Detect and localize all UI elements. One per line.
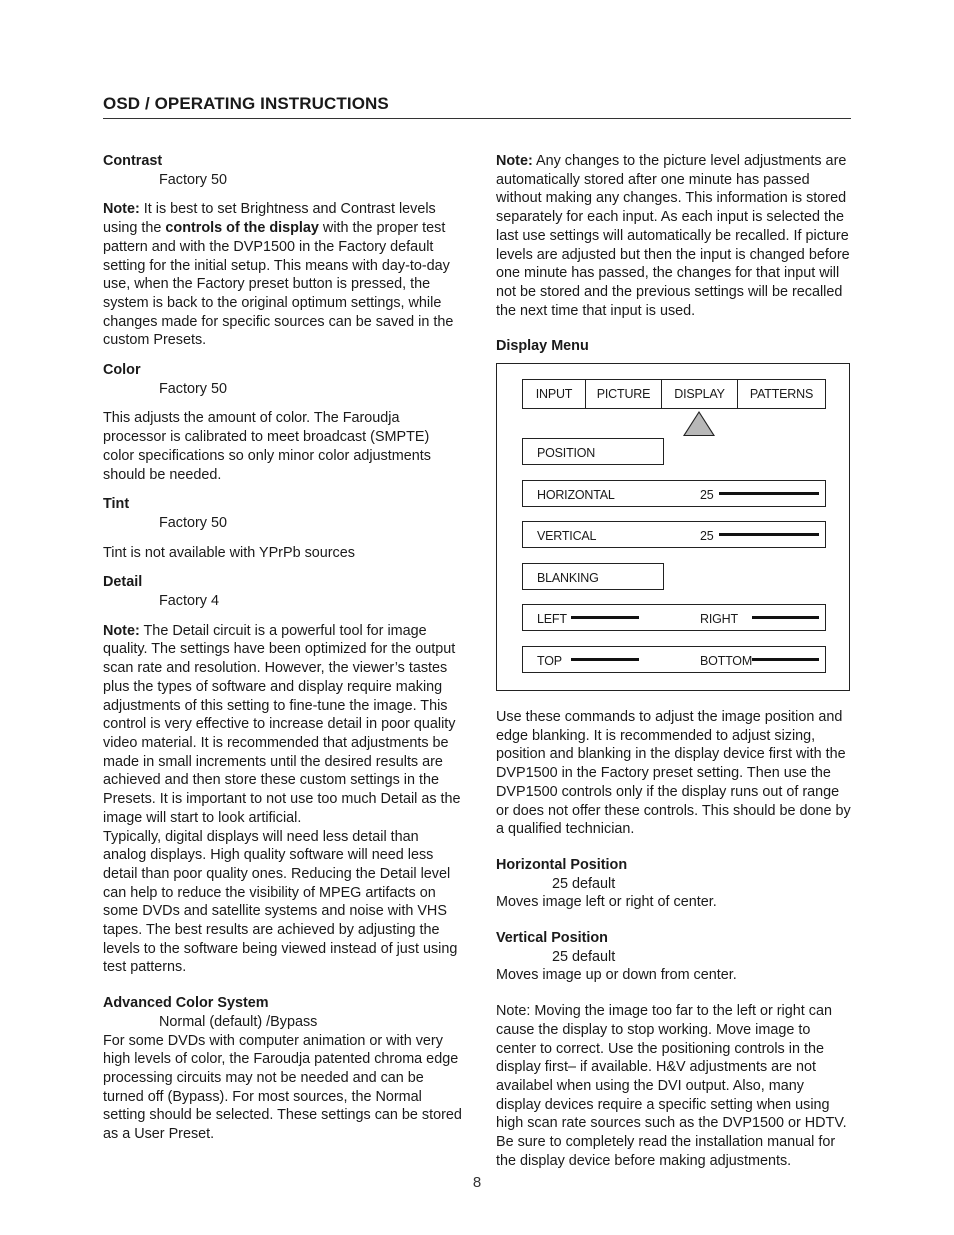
vpos-default: 25 default [552,948,616,965]
display-description: Use these commands to adjust the image position and edge blanking. It is recommended to adjust sizing, position and blanking in the display device first with the DVP1500 in the Factory preset setting. Then use the DVP1500 controls only if the display runs out of range or does not offer these controls. This should be done by a qualified technician. [496,709,851,838]
detail-note [103,622,463,828]
contrast-heading: Contrast [103,153,163,169]
menu-item-blanking [522,563,664,590]
note-emphasis: controls of the display [165,220,319,237]
tab-picture: PICTURE [586,380,662,408]
tint-factory: Factory 50 [159,514,227,531]
level-bar [752,616,819,619]
detail-factory: Factory 4 [159,593,219,610]
note-text: with the proper test pattern and with the DVP1500 in the Factory default setting for the initial setup. This means with day-to-day use, when the Factory preset button is pressed, the system is back to the original optimum settings, while changes made for specific sources can be saved in the custom Presets. [103,220,454,349]
color-heading: Color [103,362,141,379]
note-label: Note: [103,622,140,639]
color-description: This adjusts the amount of color. The Faroudja processor is calibrated to meet broadcast (SMPTE) color specifications so only minor color adjustments should be needed. [103,410,431,483]
level-bar [571,616,639,619]
note-label: Note: [103,201,140,218]
level-bar [719,533,819,536]
menu-item-value: 25 [700,488,714,503]
menu-item-label: BLANKING [537,571,599,586]
note-text: The Detail circuit is a powerful tool for image quality. The settings have been optimized for the output scan rate and resolution. However, the viewer’s tastes plus the types of software and display require making adjustments of this setting to fine-tune the image. This control is very effective to increase detail in poor quality video material. It is recommended that adjustments be made in small increments until the desired results are achieved and then store these custom settings in the Presets. It is important to not use too much Detail as the image will start to look artificial. [103,622,461,826]
tab-patterns: PATTERNS [749,386,814,401]
header-divider [103,118,851,119]
vpos-description: Moves image up or down from center. [496,967,737,984]
menu-item-label: BOTTOM [700,654,753,669]
level-bar [752,658,819,661]
color-factory: Factory 50 [159,380,227,397]
level-bar [719,492,819,495]
menu-item-label: HORIZONTAL [537,488,615,503]
right-column [496,152,852,1171]
selected-tab-pointer-icon [683,411,715,436]
hpos-default: 25 default [552,875,616,892]
menu-item-label: VERTICAL [537,529,597,544]
storage-note [496,152,852,320]
hpos-description: Moves image left or right of center. [496,894,717,911]
note-text: Any changes to the picture level adjustments are automatically stored after one minute has passed without making any changes. This information is stored separately for each input. As each input is selected the last use settings will automatically be recalled. If picture levels are adjusted but then the input is changed before one minute has passed, the changes for that input will not be stored and the previous settings will be recalled the next time that input is used. [496,153,850,319]
menu-item-label: POSITION [537,446,596,461]
menu-item-left-right [522,604,826,631]
menu-item-horizontal [522,480,826,507]
acs-description: For some DVDs with computer animation or with very high levels of color, the Faroudja patented chroma edge processing circuits may not be needed and can be turned off (Bypass). For most sources, the Normal setting should be selected. These settings can be stored as a User Preset. [103,1032,462,1143]
page-title: OSD / OPERATING INSTRUCTIONS [103,94,389,113]
display-menu-heading: Display Menu [496,338,589,355]
tab-input: INPUT [523,380,586,408]
menu-item-vertical [522,521,826,548]
acs-heading: Advanced Color System [103,995,269,1012]
menu-item-position [522,438,664,465]
note-text: It is best to set Brightness and Contrast levels using the [103,201,436,237]
position-warning-note: Note: Moving the image too far to the left or right can cause the display to stop working. Move image to center to correct. Use the positioning controls in the display first– if available. H&V adjustments are not availabel when using the DVI output. Also, many display devices require a specific setting when using high scan rate sources such as the DVP1500 or HDTV. Be sure to completely read the installation manual for the display device before making adjustments. [496,1003,847,1169]
menu-tab-bar [522,379,826,409]
note-label: Note: [496,153,533,169]
tab-display: DISPLAY [662,380,738,408]
display-menu-diagram [496,363,850,691]
contrast-note [103,200,463,350]
hpos-heading: Horizontal Position [496,856,628,873]
left-column [103,152,463,1144]
tint-heading: Tint [103,496,130,513]
acs-value: Normal (default) /Bypass [159,1013,318,1030]
detail-heading: Detail [103,574,143,591]
level-bar [571,658,639,661]
menu-item-label: TOP [537,654,562,669]
detail-paragraph-2: Typically, digital displays will need less detail than analog displays. High quality software will need less detail than poor quality ones. Reducing the Detail level can help to reduce the visibility of MPEG artifacts on some DVDs and satellite systems and noise with VHS tapes. The best results are achieved by adjusting the levels to the software being viewed instead of just using test patterns. [103,828,458,976]
menu-item-label: LEFT [537,612,567,627]
menu-item-value: 25 [700,529,714,544]
tint-description: Tint is not available with YPrPb sources [103,544,355,561]
menu-item-top-bottom [522,646,826,673]
vpos-heading: Vertical Position [496,930,608,947]
contrast-factory: Factory 50 [159,171,227,188]
menu-item-label: RIGHT [700,612,738,627]
page-number: 8 [472,1174,482,1191]
